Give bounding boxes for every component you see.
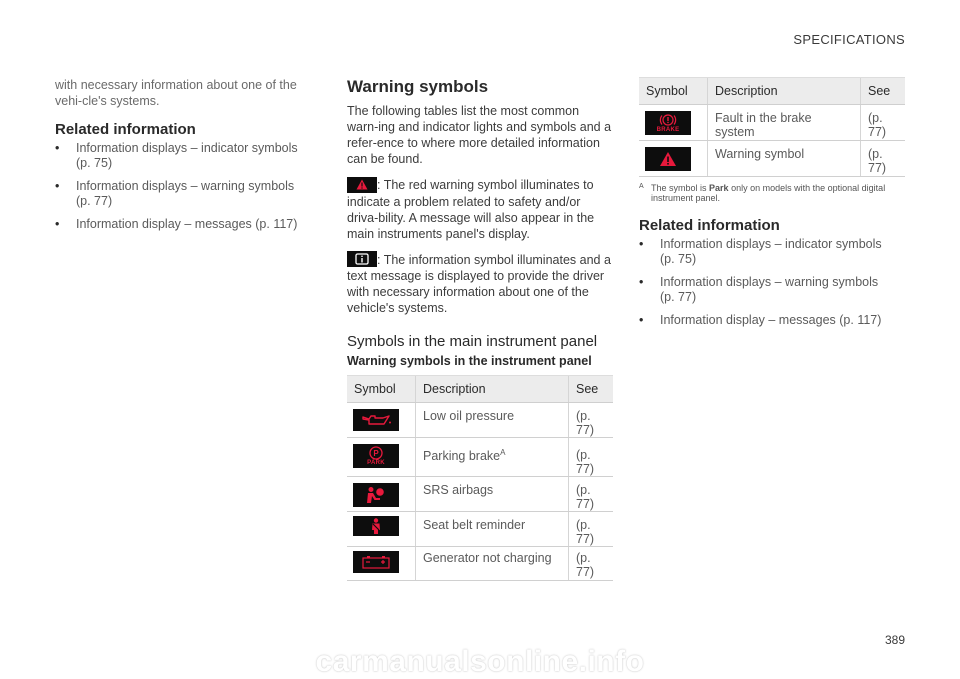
- row-description: Fault in the brake system: [708, 105, 861, 141]
- intro-continuation: with necessary information about one of the vehi-cle's systems.: [55, 78, 297, 108]
- table-title: Warning symbols in the instrument panel: [347, 354, 592, 369]
- page-ref[interactable]: (p. 77): [660, 290, 697, 304]
- table-header-row: [639, 78, 905, 105]
- row-description: Warning symbol: [708, 141, 861, 177]
- srs-airbag-icon: [353, 483, 399, 507]
- table-row: [347, 477, 613, 512]
- col-header-see: See: [569, 376, 614, 403]
- list-item[interactable]: • Information display – messages (p. 117): [639, 313, 882, 327]
- row-page-ref[interactable]: (p. 77): [569, 477, 614, 512]
- warning-paragraph: : The red warning symbol illuminates to indicate a problem related to safety and/or driva-bility. A message will also appear in the main instruments panel's display.: [347, 178, 595, 241]
- related-link[interactable]: Information display – messages (p. 117): [660, 313, 882, 327]
- table-row: [639, 105, 905, 141]
- table-header-row: [347, 376, 613, 403]
- warning-symbols-table-continued: [639, 77, 905, 177]
- row-page-ref[interactable]: (p. 77): [569, 438, 614, 477]
- col-header-symbol: Symbol: [347, 376, 416, 403]
- row-page-ref[interactable]: (p. 77): [861, 105, 906, 141]
- subsection-title: Symbols in the main instrument panel: [347, 333, 598, 351]
- warning-triangle-icon: [347, 177, 377, 193]
- footnote-marker: A: [639, 183, 644, 190]
- row-description: Seat belt reminder: [416, 512, 569, 547]
- intro-paragraph: The following tables list the most common warn-ing and indicator lights and symbols and a refer-ence to where more detailed information can be found.: [347, 104, 612, 166]
- oil-can-icon: [353, 409, 399, 431]
- footnote-bold: Park: [709, 183, 729, 193]
- row-page-ref[interactable]: (p. 77): [861, 141, 906, 177]
- park-brake-icon: [353, 444, 399, 468]
- page-ref[interactable]: (p. 75): [660, 252, 697, 266]
- list-item[interactable]: • Information displays – indicator symbols (p. 75): [639, 237, 882, 266]
- footnote-marker[interactable]: A: [500, 448, 506, 458]
- related-info-list: [55, 141, 320, 232]
- row-page-ref[interactable]: (p. 77): [569, 512, 614, 547]
- col-header-description: Description: [416, 376, 569, 403]
- related-link[interactable]: Information displays – indicator symbols: [660, 237, 882, 251]
- related-link[interactable]: Information displays – indicator symbols: [76, 141, 298, 155]
- brake-label: BRAKE: [656, 126, 680, 133]
- brake-system-icon: [645, 111, 691, 135]
- page-ref[interactable]: (p. 75): [76, 156, 113, 170]
- list-item[interactable]: • Information display – messages (p. 117): [55, 217, 298, 231]
- table-row: [347, 547, 613, 581]
- col-header-description: Description: [708, 78, 861, 105]
- row-description: Parking brake: [423, 449, 501, 464]
- table-row: [347, 438, 613, 477]
- battery-icon: [353, 551, 399, 573]
- related-link[interactable]: Information display – messages (p. 117): [76, 217, 298, 231]
- related-info-heading: Related information: [639, 217, 780, 234]
- footnote: A The symbol is Park only on models with the optional digital instrument panel.: [639, 183, 886, 203]
- page-ref[interactable]: (p. 77): [76, 194, 113, 208]
- related-link[interactable]: Information displays – warning symbols: [76, 179, 295, 193]
- warning-triangle-icon: [645, 147, 691, 171]
- list-item[interactable]: • Information displays – warning symbols (p. 77): [55, 179, 295, 208]
- list-item[interactable]: • Information displays – indicator symbols (p. 75): [55, 141, 298, 170]
- col-header-symbol: Symbol: [639, 78, 708, 105]
- row-description: Low oil pressure: [416, 403, 569, 438]
- related-link[interactable]: Information displays – warning symbols: [660, 275, 879, 289]
- seat-belt-icon: [353, 516, 399, 536]
- table-row: [639, 141, 905, 177]
- table-row: [347, 403, 613, 438]
- right-column: [639, 77, 905, 336]
- warning-symbols-table: [347, 375, 613, 581]
- svg-text:P: P: [373, 448, 379, 458]
- page-number: 389: [884, 633, 905, 647]
- related-info-heading: Related information: [55, 121, 196, 138]
- middle-column: [347, 77, 613, 581]
- row-description: SRS airbags: [416, 477, 569, 512]
- info-paragraph: : The information symbol illuminates and a text message is displayed to provide the driver with necessary information about one of the vehicle's systems.: [347, 252, 611, 316]
- table-row: [347, 512, 613, 547]
- col-header-see: See: [861, 78, 906, 105]
- row-description: Generator not charging: [416, 547, 569, 581]
- row-page-ref[interactable]: (p. 77): [569, 403, 614, 438]
- left-column: [55, 77, 320, 240]
- section-title: Warning symbols: [347, 77, 489, 96]
- watermark-text: carmanualsonline.info: [315, 645, 645, 678]
- section-header: SPECIFICATIONS: [793, 32, 905, 47]
- info-symbol-icon: [347, 251, 377, 267]
- park-label: PARK: [367, 459, 385, 466]
- list-item[interactable]: • Information displays – warning symbols (p. 77): [639, 275, 879, 304]
- related-info-list: [639, 237, 905, 328]
- row-page-ref[interactable]: (p. 77): [569, 547, 614, 581]
